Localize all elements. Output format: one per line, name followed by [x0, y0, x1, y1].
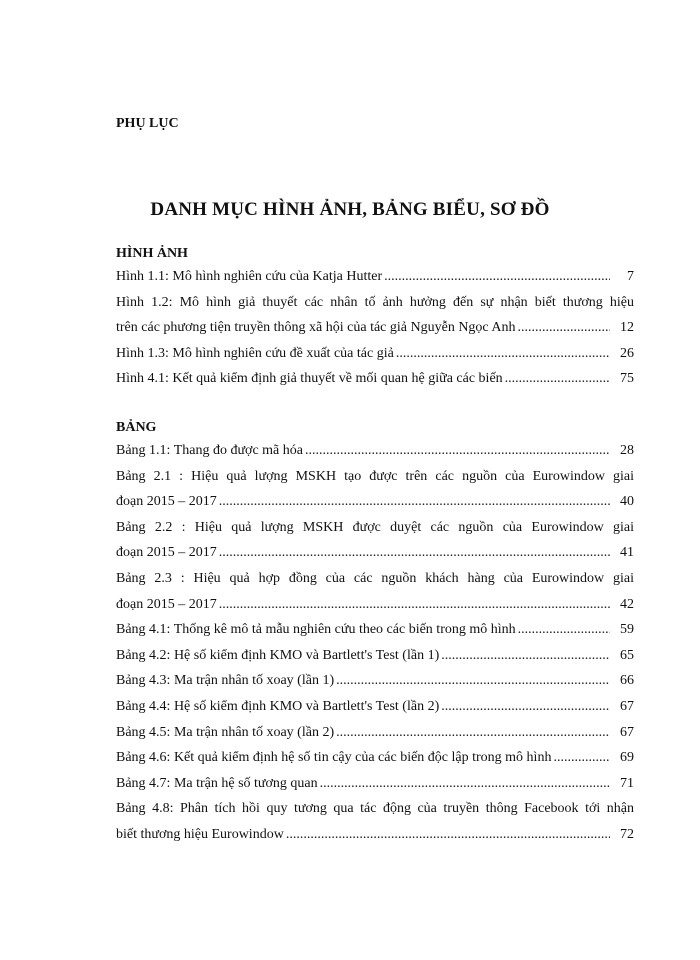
- toc-entry: [116, 464, 634, 515]
- toc-entry-label: Bảng 4.4: Hệ số kiểm định KMO và Bartlett's Test (lần 2): [116, 698, 440, 714]
- toc-entry-page-number: 41: [620, 545, 634, 561]
- appendix-heading: PHỤ LỤC: [116, 116, 179, 131]
- toc-entry-row: [116, 341, 634, 367]
- toc-entry-page-number: 72: [620, 826, 634, 842]
- toc-entry-label: đoạn 2015 – 2017: [116, 596, 217, 612]
- toc-entry-row: [116, 264, 634, 290]
- images-list: [116, 264, 634, 392]
- toc-entry-label: Bảng 4.5: Ma trận nhân tố xoay (lần 2): [116, 724, 335, 740]
- dot-leader: [320, 771, 610, 797]
- dot-leader: [219, 489, 610, 515]
- toc-entry: [116, 366, 634, 392]
- toc-entry: [116, 515, 634, 566]
- toc-entry-page-number: 12: [620, 320, 634, 336]
- toc-entry-label: đoạn 2015 – 2017: [116, 494, 217, 510]
- toc-entry-page-number: 66: [620, 673, 634, 689]
- toc-entry: [116, 694, 634, 720]
- toc-entry-label: Hình 1.3: Mô hình nghiên cứu đề xuất của tác giả: [116, 345, 394, 361]
- toc-entry-row: [116, 668, 634, 694]
- toc-entry: [116, 438, 634, 464]
- toc-entry-page-number: 26: [620, 345, 634, 361]
- toc-entry-label: Bảng 4.1: Thống kê mô tả mẫu nghiên cứu theo các biến trong mô hình: [116, 622, 516, 638]
- toc-entry-row: [116, 592, 634, 618]
- toc-entry-page-number: 7: [627, 269, 634, 284]
- tables-list: [116, 438, 634, 848]
- toc-entry-row: [116, 694, 634, 720]
- toc-entry-label: trên các phương tiện truyền thông xã hội của tác giả Nguyễn Ngọc Anh: [116, 320, 516, 336]
- toc-entry: [116, 720, 634, 746]
- toc-entry-page-number: 28: [620, 443, 634, 458]
- toc-entry-row: [116, 720, 634, 746]
- toc-entry-label: Bảng 4.6: Kết quả kiểm định hệ số tin cậy của các biến độc lập trong mô hình: [116, 750, 552, 766]
- toc-entry-page-number: 75: [620, 371, 634, 387]
- toc-entry-label: Bảng 4.2: Hệ số kiểm định KMO và Bartlett's Test (lần 1): [116, 647, 440, 663]
- dot-leader: [518, 617, 610, 643]
- toc-entry-row: [116, 366, 634, 392]
- dot-leader: [505, 366, 610, 392]
- toc-entry: [116, 290, 634, 341]
- toc-entry: [116, 566, 634, 617]
- toc-entry-label: đoạn 2015 – 2017: [116, 545, 217, 561]
- toc-entry: [116, 745, 634, 771]
- toc-entry-first-line: Bảng 4.8: Phân tích hồi quy tương qua tác động của truyền thông Facebook tới nhận: [116, 801, 634, 817]
- toc-entry-label: Hình 4.1: Kết quả kiểm định giả thuyết về mối quan hệ giữa các biến: [116, 371, 503, 387]
- section-header-images: HÌNH ẢNH: [116, 246, 188, 261]
- toc-entry: [116, 341, 634, 367]
- toc-entry: [116, 264, 634, 290]
- toc-entry-first-line: Bảng 2.1 : Hiệu quả lượng MSKH tạo được trên các nguồn của Eurowindow giai: [116, 468, 634, 484]
- toc-entry-row: [116, 822, 634, 848]
- page-title: DANH MỤC HÌNH ẢNH, BẢNG BIỂU, SƠ ĐỒ: [150, 199, 550, 220]
- toc-entry: [116, 617, 634, 643]
- dot-leader: [305, 438, 610, 464]
- toc-entry-page-number: 59: [620, 622, 634, 638]
- toc-entry-row: [116, 540, 634, 566]
- toc-entry: [116, 643, 634, 669]
- toc-entry-label: biết thương hiệu Eurowindow: [116, 826, 284, 842]
- toc-entry-row: [116, 315, 634, 341]
- toc-entry-page-number: 67: [620, 724, 634, 740]
- toc-entry-page-number: 67: [620, 698, 634, 714]
- toc-entry-row: [116, 771, 634, 797]
- toc-entry: [116, 796, 634, 847]
- toc-entry-row: [116, 617, 634, 643]
- dot-leader: [286, 822, 610, 848]
- toc-entry-label: Bảng 4.3: Ma trận nhân tố xoay (lần 1): [116, 673, 335, 689]
- dot-leader: [384, 264, 610, 290]
- toc-entry-row: [116, 643, 634, 669]
- toc-entry-first-line: Bảng 2.3 : Hiệu quả hợp đồng của các nguồn khách hàng của Eurowindow giai: [116, 570, 634, 586]
- dot-leader: [219, 540, 610, 566]
- dot-leader: [396, 341, 610, 367]
- dot-leader: [553, 745, 610, 771]
- toc-entry-first-line: Bảng 2.2 : Hiệu quả lượng MSKH được duyệt các nguồn của Eurowindow giai: [116, 519, 634, 535]
- dot-leader: [336, 720, 610, 746]
- toc-entry-label: Bảng 4.7: Ma trận hệ số tương quan: [116, 775, 318, 791]
- toc-entry-page-number: 40: [620, 494, 634, 510]
- toc-entry-page-number: 65: [620, 647, 634, 663]
- toc-entry: [116, 771, 634, 797]
- dot-leader: [219, 592, 610, 618]
- toc-entry-label: Hình 1.1: Mô hình nghiên cứu của Katja Hutter: [116, 269, 383, 284]
- toc-entry-label: Bảng 1.1: Thang đo được mã hóa: [116, 443, 303, 458]
- toc-entry-page-number: 71: [620, 775, 634, 791]
- dot-leader: [441, 643, 610, 669]
- toc-entry-first-line: Hình 1.2: Mô hình giả thuyết các nhân tố ảnh hưởng đến sự nhận biết thương hiệu: [116, 294, 634, 310]
- toc-entry-row: [116, 438, 634, 464]
- dot-leader: [441, 694, 610, 720]
- toc-entry-row: [116, 489, 634, 515]
- toc-entry: [116, 668, 634, 694]
- toc-entry-row: [116, 745, 634, 771]
- toc-entry-page-number: 42: [620, 596, 634, 612]
- toc-entry-page-number: 69: [620, 750, 634, 766]
- section-header-tables: BẢNG: [116, 420, 157, 435]
- dot-leader: [518, 315, 611, 341]
- dot-leader: [336, 668, 610, 694]
